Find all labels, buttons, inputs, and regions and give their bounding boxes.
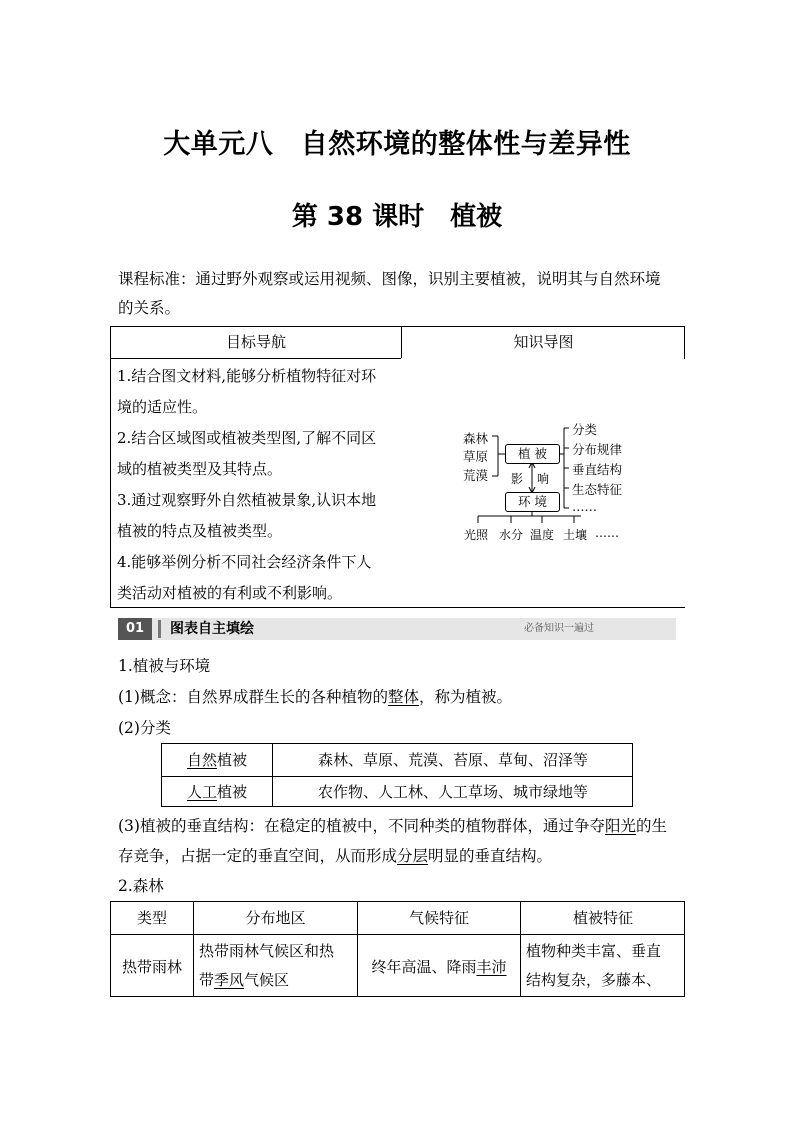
classify-row-label [162, 744, 272, 776]
classify-row-label [162, 776, 272, 808]
forest-region-line-1: 热带雨林气候区和热 [199, 942, 335, 960]
forest-veg-line-2: 结构复杂，多藤本、 [526, 971, 662, 989]
mindmap-right-item: …… [572, 499, 597, 514]
forest-table [110, 901, 685, 997]
concept-prefix: (1)概念：自然界成群生长的各种植物的 [118, 688, 388, 706]
vertical-text: 的生 [635, 817, 667, 835]
goals-list [117, 361, 397, 609]
goal-line: 域的植被类型及其特点。 [117, 460, 283, 478]
mindmap-right-item: 生态特征 [572, 482, 623, 497]
region-text: 气候区 [244, 971, 290, 989]
vertical-blank: 阳光 [604, 817, 636, 835]
vertical-text: 存竞争，占据一定的垂直空间，从而形成 [118, 847, 398, 865]
mindmap-left-item: 森林 [463, 431, 489, 446]
mindmap-bottom-item: 水分 [499, 528, 524, 542]
section-number: 01 [118, 618, 152, 640]
forest-climate [358, 953, 520, 982]
goals-header: 目标导航 [225, 333, 286, 351]
mindmap-arrow-label: 影 [511, 472, 524, 486]
section-bar [118, 618, 676, 640]
goal-line: 3.通过观察野外自然植被景象,认识本地 [117, 491, 377, 509]
region-text: 带 [199, 971, 215, 989]
forest-header: 气候特征 [408, 909, 469, 927]
goal-line: 植被的特点及植被类型。 [117, 522, 283, 540]
mindmap-bottom-item: 光照 [464, 528, 489, 542]
mindmap-bottom-item: …… [595, 526, 619, 540]
forest-header: 类型 [136, 909, 167, 927]
mindmap-right-item: 分类 [572, 422, 598, 437]
goal-line: 境的适应性。 [117, 398, 208, 416]
forest-header: 植被特征 [572, 909, 633, 927]
standard-line-2: 的关系。 [118, 299, 181, 317]
lesson-title: 第 38 课时 植被 [291, 202, 503, 232]
vertical-text: 明显的垂直结构。 [428, 847, 553, 865]
mindmap-arrow-label: 响 [537, 472, 550, 486]
section1-title: 1.植被与环境 [118, 657, 211, 675]
classify-blank: 人工 [186, 783, 217, 801]
classify-suffix: 植被 [217, 751, 248, 769]
goal-line: 类活动对植被的有利或不利影响。 [117, 584, 343, 602]
mindmap-bottom-item: 温度 [530, 528, 555, 542]
mindmap-left-item: 草原 [463, 449, 489, 464]
classification-table [161, 743, 633, 807]
concept-blank: 整体 [387, 688, 419, 706]
region-blank: 季风 [214, 971, 245, 989]
mindmap-node-environment: 环 境 [505, 492, 560, 512]
classify-blank: 自然 [186, 751, 217, 769]
mindmap-node-vegetation: 植 被 [505, 444, 560, 464]
climate-blank: 丰沛 [476, 958, 507, 976]
section-right-text: 必备知识一遍过 [524, 623, 594, 634]
goal-line: 1.结合图文材料,能够分析植物特征对环 [117, 367, 377, 385]
vertical-structure-line-1 [118, 812, 667, 841]
mindmap-header: 知识导图 [513, 333, 574, 351]
standard-line-1: 课程标准：通过野外观察或运用视频、图像，识别主要植被，说明其与自然环境 [118, 270, 661, 288]
classify-examples: 农作物、人工林、人工草场、城市绿地等 [317, 783, 588, 801]
forest-region-line-2 [199, 966, 289, 995]
unit-title: 大单元八 自然环境的整体性与差异性 [163, 129, 631, 160]
mindmap-right-item: 分布规律 [572, 442, 623, 457]
section-separator [158, 620, 161, 638]
mindmap-bottom-item: 土壤 [563, 528, 588, 542]
concept-line [118, 683, 512, 712]
section2-title: 2.森林 [118, 877, 164, 895]
section-label: 图表自主填绘 [170, 621, 254, 637]
goal-line: 2.结合区域图或植被类型图,了解不同区 [117, 429, 377, 447]
forest-header: 分布地区 [245, 909, 306, 927]
mindmap-canvas [401, 358, 684, 607]
classify-examples: 森林、草原、荒漠、苔原、草甸、沼泽等 [317, 751, 588, 769]
forest-veg-line-1: 植物种类丰富、垂直 [526, 942, 662, 960]
climate-text: 终年高温、降雨 [371, 958, 477, 976]
classify-suffix: 植被 [217, 783, 248, 801]
goal-line: 4.能够举例分析不同社会经济条件下人 [117, 553, 372, 571]
classify-title: (2)分类 [118, 719, 171, 737]
vertical-structure-line-2 [118, 842, 552, 871]
vertical-blank: 分层 [397, 847, 429, 865]
concept-suffix: ，称为植被。 [418, 688, 512, 706]
vertical-text: (3)植被的垂直结构：在稳定的植被中，不同种类的植物群体，通过争夺 [118, 817, 605, 835]
mindmap-left-item: 荒漠 [463, 468, 489, 483]
forest-type: 热带雨林 [121, 958, 182, 976]
mindmap-right-item: 垂直结构 [572, 462, 623, 477]
